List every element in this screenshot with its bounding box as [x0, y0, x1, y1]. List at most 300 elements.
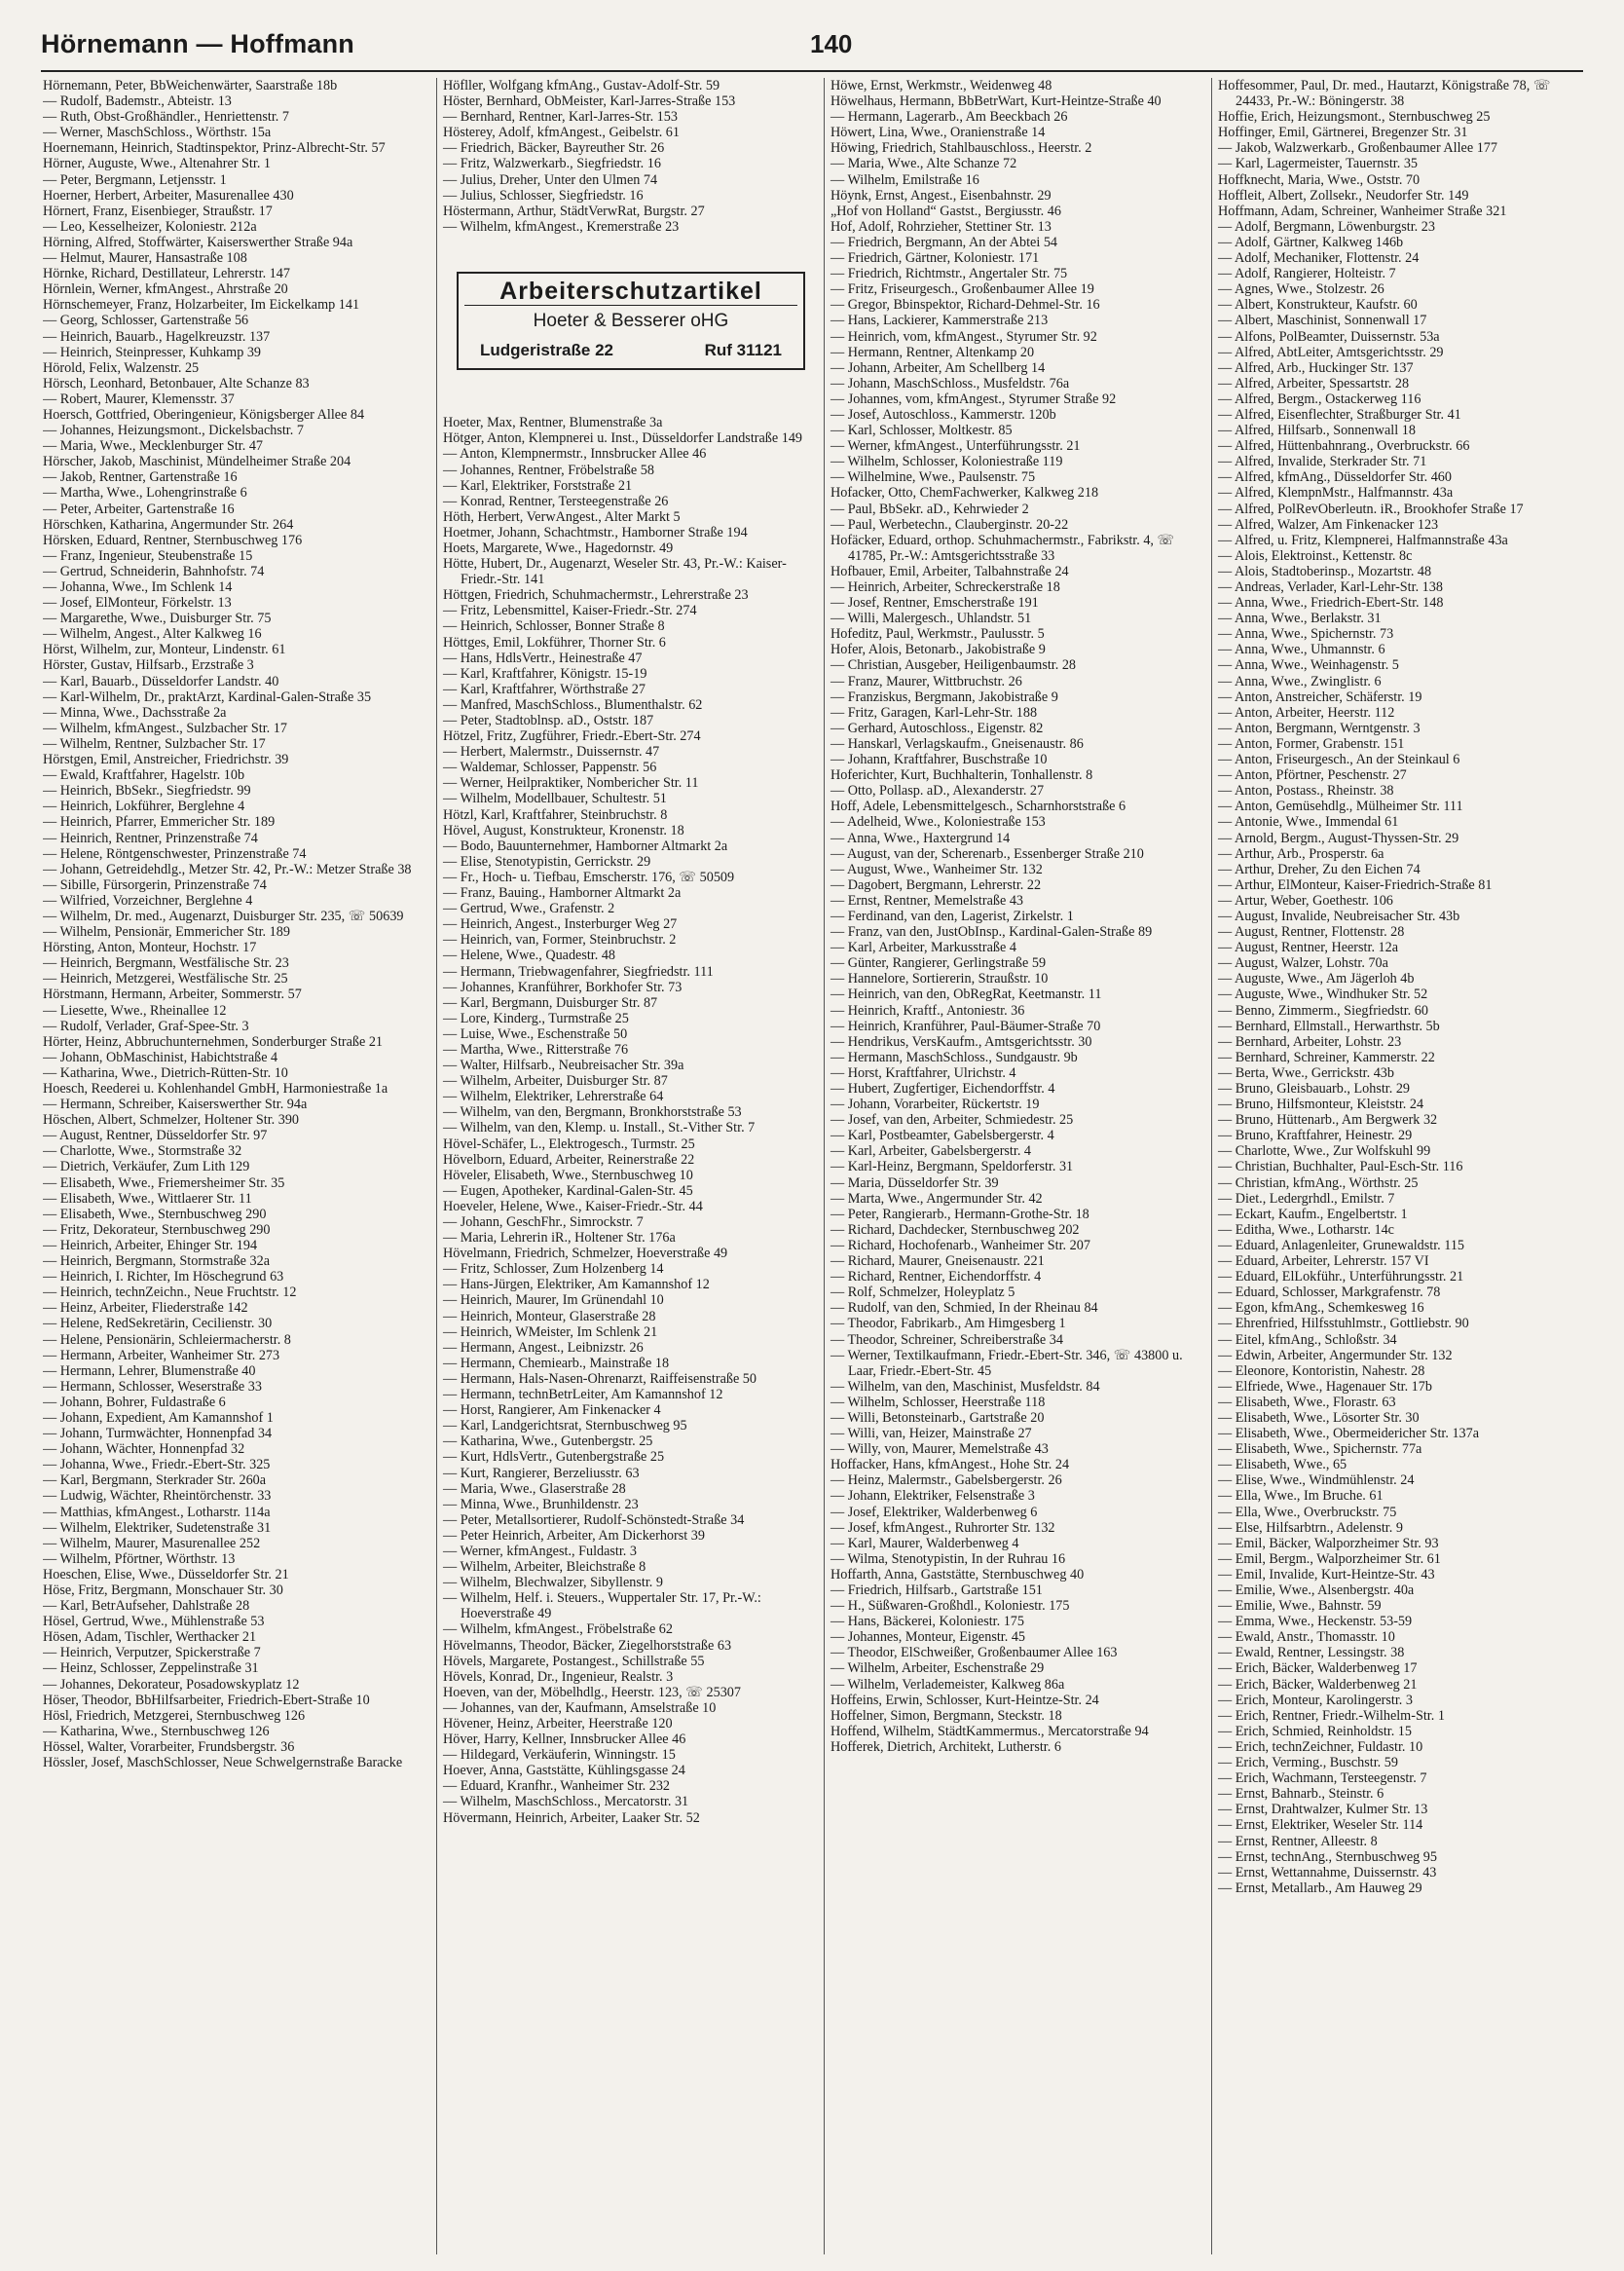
- directory-entry: — Karl, Lagermeister, Tauernstr. 35: [1218, 156, 1419, 172]
- directory-entry: — Theodor, Fabrikarb., Am Himgesberg 1: [830, 1316, 1066, 1332]
- directory-entry: — Hans, HdlsVertr., Heinestraße 47: [443, 650, 643, 666]
- directory-entry: — Wilhelm, van den, Maschinist, Musfeldstr. 84: [830, 1378, 1100, 1395]
- directory-entry: — Hermann, technBetrLeiter, Am Kamannshof 12: [443, 1387, 723, 1403]
- directory-entry: — Christian, kfmAng., Wörthstr. 25: [1218, 1174, 1419, 1191]
- directory-entry: — August, Rentner, Heerstr. 12a: [1218, 940, 1399, 956]
- directory-entry: Hötzl, Karl, Kraftfahrer, Steinbruchstr. 8: [443, 806, 668, 823]
- directory-entry: — Bruno, Hüttenarb., Am Bergwerk 32: [1218, 1112, 1438, 1129]
- directory-entry: — Werner, kfmAngest., Fuldastr. 3: [443, 1543, 637, 1559]
- directory-entry: — Rudolf, van den, Schmied, In der Rheinau 84: [830, 1300, 1098, 1317]
- directory-entry: Hoever, Anna, Gaststätte, Kühlingsgasse 24: [443, 1763, 685, 1779]
- directory-entry: — Georg, Schlosser, Gartenstraße 56: [43, 313, 249, 329]
- directory-entry: — Maria, Lehrerin iR., Holtener Str. 176a: [443, 1230, 676, 1247]
- directory-entry: — Auguste, Wwe., Windhuker Str. 52: [1218, 987, 1428, 1003]
- directory-entry: — Johann, Bohrer, Fuldastraße 6: [43, 1394, 226, 1410]
- directory-entry: — Karl, Bauarb., Düsseldorfer Landstr. 40: [43, 673, 279, 689]
- directory-entry: — H., Süßwaren-Großhdl., Koloniestr. 175: [830, 1598, 1070, 1615]
- directory-entry: — Josef, ElMonteur, Förkelstr. 13: [43, 595, 232, 612]
- directory-entry: — Bruno, Hilfsmonteur, Kleiststr. 24: [1218, 1097, 1424, 1113]
- directory-entry: — Erich, Verming., Buschstr. 59: [1218, 1755, 1398, 1771]
- directory-entry: — Eleonore, Kontoristin, Nahestr. 28: [1218, 1362, 1425, 1379]
- directory-entry: — Hans, Bäckerei, Koloniestr. 175: [830, 1614, 1024, 1630]
- directory-entry: — Karl-Wilhelm, Dr., praktArzt, Kardinal-Galen-Straße 35: [43, 689, 372, 705]
- directory-entry: Hörsting, Anton, Monteur, Hochstr. 17: [43, 940, 257, 956]
- column-3: [824, 78, 1197, 2254]
- directory-entry: — Ernst, Metallarb., Am Hauweg 29: [1218, 1880, 1422, 1896]
- directory-entry: — Auguste, Wwe., Am Jägerloh 4b: [1218, 971, 1415, 987]
- directory-entry: — Hans-Jürgen, Elektriker, Am Kamannshof 12: [443, 1277, 710, 1293]
- directory-entry: — Anton, Pförtner, Peschenstr. 27: [1218, 767, 1407, 784]
- directory-entry: Höser, Theodor, BbHilfsarbeiter, Friedrich-Ebert-Straße 10: [43, 1692, 370, 1708]
- directory-entry: — Anton, Former, Grabenstr. 151: [1218, 735, 1405, 752]
- directory-entry: — Heinrich, Bergmann, Westfälische Str. 23: [43, 955, 289, 972]
- directory-entry: — Charlotte, Wwe., Zur Wolfskuhl 99: [1218, 1143, 1431, 1160]
- directory-entry: — Johannes, Heizungsmont., Dickelsbachstr. 7: [43, 423, 304, 439]
- directory-entry: Hoffacker, Hans, kfmAngest., Hohe Str. 24: [830, 1457, 1070, 1473]
- directory-entry: — Adolf, Rangierer, Holteistr. 7: [1218, 266, 1396, 282]
- directory-entry: — Heinrich, Bergmann, Stormstraße 32a: [43, 1253, 270, 1270]
- directory-entry: — Heinrich, Maurer, Im Grünendahl 10: [443, 1292, 664, 1309]
- directory-entry: — Johann, Wächter, Honnenpfad 32: [43, 1441, 245, 1458]
- directory-entry: — Heinrich, Bauarb., Hagelkreuzstr. 137: [43, 328, 271, 345]
- directory-entry: — Heinrich, BbSekr., Siegfriedstr. 99: [43, 783, 251, 800]
- directory-entry: — Arthur, Arb., Prosperstr. 6a: [1218, 845, 1384, 862]
- directory-entry: Hoets, Margarete, Wwe., Hagedornstr. 49: [443, 540, 674, 556]
- directory-entry: Höynk, Ernst, Angest., Eisenbahnstr. 29: [830, 187, 1052, 204]
- directory-entry: — Arthur, Dreher, Zu den Eichen 74: [1218, 861, 1421, 877]
- directory-entry: — Friedrich, Bergmann, An der Abtei 54: [830, 234, 1058, 250]
- directory-entry: — Erich, Wachmann, Tersteegenstr. 7: [1218, 1770, 1427, 1787]
- directory-entry: — Anton, Postass., Rheinstr. 38: [1218, 783, 1394, 800]
- directory-entry: — Julius, Dreher, Unter den Ulmen 74: [443, 171, 658, 188]
- directory-entry: — Elisabeth, Wwe., 65: [1218, 1457, 1347, 1473]
- directory-entry: — Bernhard, Ellmstall., Herwarthstr. 5b: [1218, 1018, 1440, 1034]
- directory-entry: Hofäcker, Eduard, orthop. Schuhmachermstr., Fabrikstr. 4, ☏ 41785, Pr.-W.: Amtsgerichtsstraße 33: [830, 532, 1175, 564]
- directory-entry: Hösl, Friedrich, Metzgerei, Sternbuschweg 126: [43, 1707, 306, 1724]
- directory-entry: Höwert, Lina, Wwe., Oranienstraße 14: [830, 125, 1046, 141]
- directory-entry: — Heinrich, Monteur, Glaserstraße 28: [443, 1308, 656, 1324]
- directory-entry: — Wilma, Stenotypistin, In der Ruhrau 16: [830, 1550, 1066, 1567]
- directory-entry: — Jakob, Rentner, Gartenstraße 16: [43, 469, 238, 486]
- directory-entry: — Anton, Gemüsehdlg., Mülheimer Str. 111: [1218, 799, 1463, 815]
- directory-entry: — Ewald, Kraftfahrer, Hagelstr. 10b: [43, 767, 245, 784]
- directory-columns: [43, 78, 1591, 2254]
- directory-entry: Hövelmanns, Theodor, Bäcker, Ziegelhorststraße 63: [443, 1637, 732, 1654]
- directory-entry: — Hanskarl, Verlagskaufm., Gneisenaustr. 86: [830, 735, 1084, 752]
- directory-entry: — Christian, Ausgeber, Heiligenbaumstr. 28: [830, 657, 1077, 674]
- directory-entry: — Karl, Kraftfahrer, Wörthstraße 27: [443, 681, 646, 697]
- directory-entry: — Johann, Expedient, Am Kamannshof 1: [43, 1409, 274, 1426]
- directory-entry: — Erich, technZeichner, Fuldastr. 10: [1218, 1738, 1423, 1755]
- directory-entry: Hörsch, Leonhard, Betonbauer, Alte Schanze 83: [43, 375, 310, 391]
- directory-entry: — Fritz, Friseurgesch., Großenbaumer Allee 19: [830, 281, 1094, 298]
- directory-entry: — Johanna, Wwe., Im Schlenk 14: [43, 579, 233, 595]
- directory-entry: — Katharina, Wwe., Sternbuschweg 126: [43, 1723, 270, 1739]
- directory-entry: — Emil, Invalide, Kurt-Heintze-Str. 43: [1218, 1566, 1435, 1582]
- directory-entry: — Alfred, Eisenflechter, Straßburger Str. 41: [1218, 406, 1461, 423]
- directory-entry: Hövelborn, Eduard, Arbeiter, Reinerstraße 22: [443, 1151, 695, 1168]
- directory-entry: — Heinrich, Arbeiter, Schreckerstraße 18: [830, 579, 1060, 595]
- directory-entry: — Heinrich, Pfarrer, Emmericher Str. 189: [43, 814, 276, 831]
- directory-entry: — Rudolf, Bademstr., Abteistr. 13: [43, 93, 232, 110]
- directory-entry: — Helene, Pensionärin, Schleiermacherstr. 8: [43, 1331, 291, 1348]
- directory-entry: — Werner, kfmAngest., Unterführungsstr. 21: [830, 438, 1081, 455]
- directory-entry: Hoetmer, Johann, Schachtmstr., Hamborner Straße 194: [443, 524, 748, 540]
- directory-entry: — Johannes, Monteur, Eigenstr. 45: [830, 1629, 1026, 1646]
- directory-entry: — Waldemar, Schlosser, Pappenstr. 56: [443, 760, 657, 776]
- directory-entry: — Eduard, ElLokführ., Unterführungsstr. 21: [1218, 1269, 1464, 1285]
- directory-entry: — Emilie, Wwe., Alsenbergstr. 40a: [1218, 1582, 1415, 1598]
- directory-entry: Höwelhaus, Hermann, BbBetrWart, Kurt-Heintze-Straße 40: [830, 93, 1162, 110]
- directory-entry: — Karl, Bergmann, Duisburger Str. 87: [443, 994, 658, 1011]
- directory-entry: — Heinrich, WMeister, Im Schlenk 21: [443, 1323, 658, 1340]
- directory-entry: — Anton, Arbeiter, Heerstr. 112: [1218, 704, 1395, 721]
- directory-entry: — Friedrich, Bäcker, Bayreuther Str. 26: [443, 140, 665, 157]
- directory-entry: — Wilhelm, Arbeiter, Duisburger Str. 87: [443, 1073, 668, 1090]
- directory-entry: Hössler, Josef, MaschSchlosser, Neue Schwelgernstraße Baracke: [43, 1755, 403, 1771]
- directory-entry: — Adolf, Bergmann, Löwenburgstr. 23: [1218, 218, 1435, 235]
- directory-entry: — Konrad, Rentner, Tersteegenstraße 26: [443, 493, 669, 509]
- directory-entry: — Eckart, Kaufm., Engelbertstr. 1: [1218, 1206, 1408, 1222]
- directory-entry: — Heinrich, Lokführer, Berglehne 4: [43, 799, 245, 815]
- directory-entry: — Wilhelm, Rentner, Sulzbacher Str. 17: [43, 735, 266, 752]
- directory-entry: — Heinrich, Kraftf., Antoniestr. 36: [830, 1002, 1025, 1019]
- directory-entry: — Marta, Wwe., Angermunder Str. 42: [830, 1190, 1043, 1207]
- directory-entry: Hofeditz, Paul, Werkmstr., Paulusstr. 5: [830, 626, 1045, 643]
- directory-entry: — Richard, Maurer, Gneisenaustr. 221: [830, 1253, 1045, 1270]
- directory-entry: Hoerner, Herbert, Arbeiter, Masurenallee 430: [43, 187, 294, 204]
- directory-entry: — Hermann, Angest., Leibnizstr. 26: [443, 1339, 644, 1356]
- column-4: [1211, 78, 1590, 2254]
- directory-entry: — Elisabeth, Wwe., Lösorter Str. 30: [1218, 1409, 1420, 1426]
- directory-entry: — Hermann, Hals-Nasen-Ohrenarzt, Raiffeisenstraße 50: [443, 1370, 757, 1387]
- directory-entry: — Alfred, PolRevOberleutn. iR., Brookhofer Straße 17: [1218, 501, 1524, 517]
- directory-entry: — Anton, Anstreicher, Schäferstr. 19: [1218, 689, 1422, 705]
- directory-entry: — Editha, Wwe., Lotharstr. 14c: [1218, 1221, 1394, 1238]
- directory-entry: — Albert, Konstrukteur, Kaufstr. 60: [1218, 297, 1418, 314]
- directory-entry: Hoffesommer, Paul, Dr. med., Hautarzt, Königstraße 78, ☏ 24433, Pr.-W.: Böningerstr. 38: [1218, 78, 1551, 110]
- directory-entry: — Horst, Kraftfahrer, Ulrichstr. 4: [830, 1064, 1016, 1081]
- directory-entry: — Adolf, Mechaniker, Flottenstr. 24: [1218, 250, 1420, 267]
- directory-entry: — Johann, Elektriker, Felsenstraße 3: [830, 1488, 1035, 1505]
- directory-entry: — Johanna, Wwe., Friedr.-Ebert-Str. 325: [43, 1457, 271, 1473]
- directory-entry: — Emil, Bergm., Walporzheimer Str. 61: [1218, 1550, 1441, 1567]
- directory-entry: — Günter, Rangierer, Gerlingstraße 59: [830, 955, 1047, 972]
- directory-entry: — Johann, GeschFhr., Simrockstr. 7: [443, 1214, 644, 1230]
- header-rule: [41, 70, 1583, 72]
- directory-entry: — Elise, Wwe., Windmühlenstr. 24: [1218, 1472, 1415, 1489]
- directory-entry: Höwing, Friedrich, Stahlbauschloss., Heerstr. 2: [830, 140, 1092, 157]
- directory-entry: — Johann, Vorarbeiter, Rückertstr. 19: [830, 1097, 1040, 1113]
- directory-entry: — Alois, Elektroinst., Kettenstr. 8c: [1218, 547, 1413, 564]
- directory-entry: — Heinrich, van den, ObRegRat, Keetmanstr. 11: [830, 987, 1102, 1003]
- directory-entry: — Ella, Wwe., Im Bruche. 61: [1218, 1488, 1384, 1505]
- directory-entry: — Gregor, Bbinspektor, Richard-Dehmel-Str. 16: [830, 297, 1100, 314]
- directory-entry: Hövels, Margarete, Postangest., Schillstraße 55: [443, 1653, 705, 1669]
- directory-entry: — Johann, Arbeiter, Am Schellberg 14: [830, 359, 1046, 376]
- directory-entry: — Manfred, MaschSchloss., Blumenthalstr. 62: [443, 696, 703, 713]
- directory-entry: — Peter Heinrich, Arbeiter, Am Dickerhorst 39: [443, 1527, 705, 1544]
- directory-entry: — Elisabeth, Wwe., Sternbuschweg 290: [43, 1206, 267, 1222]
- directory-entry: — Wilhelm, Helf. i. Steuers., Wuppertaler Str. 17, Pr.-W.: Hoeverstraße 49: [443, 1590, 761, 1622]
- directory-entry: — Willi, van, Heizer, Mainstraße 27: [830, 1426, 1032, 1442]
- directory-entry: — Alfred, Arb., Huckinger Str. 137: [1218, 359, 1414, 376]
- directory-entry: — Alois, Stadtoberinsp., Mozartstr. 48: [1218, 563, 1432, 579]
- directory-entry: — Johann, Kraftfahrer, Buschstraße 10: [830, 752, 1048, 768]
- directory-entry: — Richard, Hochofenarb., Wanheimer Str. 207: [830, 1237, 1090, 1253]
- directory-entry: Hörnemann, Peter, BbWeichenwärter, Saarstraße 18b: [43, 78, 338, 93]
- directory-entry: — Hubert, Zugfertiger, Eichendorffstr. 4: [830, 1081, 1055, 1097]
- directory-entry: — Fr., Hoch- u. Tiefbau, Emscherstr. 176, ☏ 50509: [443, 869, 735, 885]
- directory-entry: — Eduard, Arbeiter, Lehrerstr. 157 VI: [1218, 1253, 1429, 1270]
- directory-entry: — Eugen, Apotheker, Kardinal-Galen-Str. 45: [443, 1182, 693, 1199]
- directory-entry: — Minna, Wwe., Brunhildenstr. 23: [443, 1496, 639, 1512]
- directory-entry: Hoffelner, Simon, Bergmann, Steckstr. 18: [830, 1707, 1062, 1724]
- directory-entry: Höth, Herbert, VerwAngest., Alter Markt 5: [443, 508, 681, 525]
- directory-entry: Hövermann, Heinrich, Arbeiter, Laaker Str. 52: [443, 1809, 700, 1826]
- directory-entry: — Eitel, kfmAng., Schloßstr. 34: [1218, 1331, 1397, 1348]
- directory-entry: — Bernhard, Arbeiter, Lohstr. 23: [1218, 1033, 1402, 1050]
- directory-entry: Hösel, Gertrud, Wwe., Mühlenstraße 53: [43, 1614, 265, 1630]
- directory-entry: — Anna, Wwe., Haxtergrund 14: [830, 830, 1011, 846]
- directory-entry: — Ernst, Elektriker, Weseler Str. 114: [1218, 1817, 1423, 1834]
- directory-entry: — Franz, Bauing., Hamborner Altmarkt 2a: [443, 885, 682, 902]
- directory-entry: — Margarethe, Wwe., Duisburger Str. 75: [43, 611, 272, 627]
- directory-entry: — Hermann, Schreiber, Kaiserswerther Str. 94a: [43, 1097, 308, 1113]
- directory-entry: — Lore, Kinderg., Turmstraße 25: [443, 1010, 629, 1026]
- directory-entry: Hoferichter, Kurt, Buchhalterin, Tonhallenstr. 8: [830, 767, 1093, 784]
- directory-entry: — Franziskus, Bergmann, Jakobistraße 9: [830, 689, 1058, 705]
- directory-entry: — Heinrich, Kranführer, Paul-Bäumer-Straße 70: [830, 1018, 1101, 1034]
- directory-entry: — Heinz, Arbeiter, Fliederstraße 142: [43, 1300, 248, 1317]
- directory-entry: — Heinrich, Metzgerei, Westfälische Str. 25: [43, 971, 288, 987]
- directory-entry: — Wilhelm, Pensionär, Emmericher Str. 189: [43, 924, 290, 941]
- directory-entry: — Alfred, Bergm., Ostackerweg 116: [1218, 391, 1421, 407]
- directory-entry: — Maria, Wwe., Alte Schanze 72: [830, 156, 1017, 172]
- directory-entry: — Hermann, Schlosser, Weserstraße 33: [43, 1378, 262, 1395]
- directory-entry: Hoffend, Wilhelm, StädtKammermus., Mercatorstraße 94: [830, 1723, 1149, 1739]
- directory-entry: Hövel-Schäfer, L., Elektrogesch., Turmstr. 25: [443, 1136, 695, 1152]
- directory-entry: — Friedrich, Richtmstr., Angertaler Str. 75: [830, 266, 1068, 282]
- directory-entry: — Heinrich, technZeichn., Neue Fruchtstr. 12: [43, 1284, 297, 1301]
- directory-entry: Hörscher, Jakob, Maschinist, Mündelheimer Straße 204: [43, 454, 351, 470]
- directory-entry: — Karl, Arbeiter, Gabelsbergerstr. 4: [830, 1143, 1032, 1160]
- directory-entry: — Ludwig, Wächter, Rheintörchenstr. 33: [43, 1488, 272, 1505]
- directory-entry: — Herbert, Malermstr., Duissernstr. 47: [443, 744, 660, 761]
- directory-entry: Hoffie, Erich, Heizungsmont., Sternbuschweg 25: [1218, 109, 1491, 126]
- directory-entry: — Anna, Wwe., Spichernstr. 73: [1218, 626, 1394, 643]
- directory-entry: — Ernst, Wettannahme, Duissernstr. 43: [1218, 1864, 1437, 1880]
- directory-entry: Hoffmann, Adam, Schreiner, Wanheimer Straße 321: [1218, 203, 1507, 219]
- directory-entry: — Johannes, vom, kfmAngest., Styrumer Straße 92: [830, 391, 1117, 407]
- directory-entry: Hörnschemeyer, Franz, Holzarbeiter, Im Eickelkamp 141: [43, 297, 360, 314]
- directory-entry: — Horst, Rangierer, Am Finkenacker 4: [443, 1402, 661, 1419]
- directory-entry: — Johannes, Dekorateur, Posadowskyplatz 12: [43, 1676, 300, 1693]
- directory-entry: — Paul, Werbetechn., Clauberginstr. 20-22: [830, 516, 1069, 533]
- directory-entry: Hörning, Alfred, Stoffwärter, Kaiserswerther Straße 94a: [43, 234, 353, 250]
- directory-entry: — Charlotte, Wwe., Stormstraße 32: [43, 1143, 242, 1160]
- directory-entry: — Gerhard, Autoschloss., Eigenstr. 82: [830, 720, 1044, 736]
- directory-entry: — Elisabeth, Wwe., Spichernstr. 77a: [1218, 1441, 1422, 1458]
- directory-entry: Hörter, Heinz, Abbruchunternehmen, Sonderburger Straße 21: [43, 1033, 384, 1050]
- directory-entry: — Erich, Bäcker, Walderbenweg 17: [1218, 1660, 1418, 1677]
- directory-entry: — Wilhelm, Arbeiter, Eschenstraße 29: [830, 1660, 1045, 1677]
- directory-entry: — Julius, Schlosser, Siegfriedstr. 16: [443, 187, 644, 204]
- directory-entry: — Berta, Wwe., Gerrickstr. 43b: [1218, 1064, 1394, 1081]
- directory-entry: — Karl, Bergmann, Sterkrader Str. 260a: [43, 1472, 267, 1489]
- directory-entry: — Heinz, Malermstr., Gabelsbergerstr. 26: [830, 1472, 1062, 1489]
- directory-entry: — Walter, Hilfsarb., Neubreisacher Str. 39a: [443, 1058, 684, 1074]
- directory-entry: — Franz, van den, JustObInsp., Kardinal-Galen-Straße 89: [830, 924, 1153, 941]
- directory-entry: Hövel, August, Konstrukteur, Kronenstr. 18: [443, 822, 684, 838]
- directory-entry: — Eduard, Anlagenleiter, Grunewaldstr. 115: [1218, 1237, 1465, 1253]
- directory-entry: Hof, Adolf, Rohrzieher, Stettiner Str. 13: [830, 218, 1052, 235]
- directory-entry: — Otto, Pollasp. aD., Alexanderstr. 27: [830, 783, 1045, 800]
- ad-contact: [464, 343, 797, 358]
- directory-entry: — Karl, BetrAufseher, Dahlstraße 28: [43, 1598, 250, 1615]
- directory-entry: — Anton, Klempnermstr., Innsbrucker Allee 46: [443, 446, 707, 463]
- directory-entry: Hoff, Adele, Lebensmittelgesch., Scharnhorststraße 6: [830, 799, 1126, 815]
- directory-entry: — Emilie, Wwe., Bahnstr. 59: [1218, 1598, 1382, 1615]
- directory-entry: — Elisabeth, Wwe., Wittlaerer Str. 11: [43, 1190, 252, 1207]
- directory-entry: — Werner, MaschSchloss., Wörthstr. 15a: [43, 125, 272, 141]
- directory-entry: — Johann, ObMaschinist, Habichtstraße 4: [43, 1049, 278, 1065]
- directory-entry: — Erich, Monteur, Karolingerstr. 3: [1218, 1692, 1413, 1708]
- directory-entry: Hörstgen, Emil, Anstreicher, Friedrichstr. 39: [43, 752, 289, 768]
- directory-entry: — Antonie, Wwe., Immendal 61: [1218, 814, 1399, 831]
- directory-entry: Höver, Harry, Kellner, Innsbrucker Allee 46: [443, 1731, 686, 1748]
- directory-entry: — Bruno, Kraftfahrer, Heinestr. 29: [1218, 1128, 1413, 1144]
- directory-entry: — Wilhelm, Dr. med., Augenarzt, Duisburger Str. 235, ☏ 50639: [43, 908, 404, 924]
- directory-entry: — Fritz, Garagen, Karl-Lehr-Str. 188: [830, 704, 1038, 721]
- directory-entry: — Helene, RedSekretärin, Cecilienstr. 30: [43, 1316, 273, 1332]
- directory-entry: Hötzel, Fritz, Zugführer, Friedr.-Ebert-Str. 274: [443, 728, 701, 745]
- directory-entry: — Richard, Rentner, Eichendorffstr. 4: [830, 1269, 1042, 1285]
- directory-entry: — Paul, BbSekr. aD., Kehrwieder 2: [830, 501, 1029, 517]
- directory-entry: — Emma, Wwe., Heckenstr. 53-59: [1218, 1614, 1413, 1630]
- directory-entry: — Wilhelm, van den, Klemp. u. Install., St.-Vither Str. 7: [443, 1120, 756, 1136]
- directory-entry: — Ernst, Rentner, Alleestr. 8: [1218, 1833, 1378, 1849]
- directory-entry: — Sibille, Fürsorgerin, Prinzenstraße 74: [43, 876, 267, 893]
- directory-entry: — Werner, Heilpraktiker, Nombericher Str. 11: [443, 775, 699, 792]
- directory-entry: — Josef, Rentner, Emscherstraße 191: [830, 595, 1039, 612]
- directory-entry: — Hermann, Triebwagenfahrer, Siegfriedstr. 111: [443, 963, 714, 980]
- directory-entry: — Heinz, Schlosser, Zeppelinstraße 31: [43, 1660, 259, 1677]
- directory-entry: — Maria, Wwe., Glaserstraße 28: [443, 1480, 626, 1497]
- directory-entry: — Dietrich, Verkäufer, Zum Lith 129: [43, 1159, 250, 1175]
- directory-entry: — Karl, Elektriker, Forststraße 21: [443, 477, 633, 494]
- directory-entry: — Karl-Heinz, Bergmann, Speldorferstr. 31: [830, 1159, 1074, 1175]
- directory-entry: — Willi, Malergesch., Uhlandstr. 51: [830, 611, 1032, 627]
- directory-entry: — Anna, Wwe., Friedrich-Ebert-Str. 148: [1218, 595, 1444, 612]
- directory-entry: Hövels, Konrad, Dr., Ingenieur, Realstr. 3: [443, 1668, 674, 1685]
- directory-entry: — Johannes, van der, Kaufmann, Amselstraße 10: [443, 1699, 717, 1716]
- directory-entry: — Erich, Rentner, Friedr.-Wilhelm-Str. 1: [1218, 1707, 1445, 1724]
- directory-entry: — Ewald, Anstr., Thomasstr. 10: [1218, 1629, 1395, 1646]
- directory-entry: Hövelmann, Friedrich, Schmelzer, Hoeverstraße 49: [443, 1246, 728, 1262]
- directory-entry: Hofbauer, Emil, Arbeiter, Talbahnstraße 24: [830, 563, 1069, 579]
- directory-entry: Hoernemann, Heinrich, Stadtinspektor, Prinz-Albrecht-Str. 57: [43, 140, 386, 157]
- directory-entry: — Alfred, Invalide, Sterkrader Str. 71: [1218, 454, 1427, 470]
- directory-entry: — Johann, Getreidehdlg., Metzer Str. 42, Pr.-W.: Metzer Straße 38: [43, 861, 412, 877]
- directory-entry: — Maria, Wwe., Mecklenburger Str. 47: [43, 438, 264, 455]
- directory-entry: Hoffleit, Albert, Zollsekr., Neudorfer Str. 149: [1218, 187, 1469, 204]
- directory-entry: Hörst, Wilhelm, zur, Monteur, Lindenstr. 61: [43, 642, 286, 658]
- directory-entry: — Fritz, Dekorateur, Sternbuschweg 290: [43, 1221, 271, 1238]
- directory-entry: — Ernst, Drahtwalzer, Kulmer Str. 13: [1218, 1802, 1428, 1818]
- directory-entry: — Ernst, technAng., Sternbuschweg 95: [1218, 1848, 1437, 1865]
- directory-entry: — Franz, Ingenieur, Steubenstraße 15: [43, 547, 253, 564]
- directory-entry: — Erich, Bäcker, Walderbenweg 21: [1218, 1676, 1418, 1693]
- directory-entry: — Adelheid, Wwe., Koloniestraße 153: [830, 814, 1046, 831]
- directory-entry: — Johann, MaschSchloss., Musfeldstr. 76a: [830, 375, 1070, 391]
- directory-entry: — Kurt, HdlsVertr., Gutenbergstraße 25: [443, 1449, 665, 1466]
- directory-entry: — Wilhelm, kfmAngest., Kremerstraße 23: [443, 218, 680, 235]
- directory-entry: — Liesette, Wwe., Rheinallee 12: [43, 1002, 227, 1019]
- directory-entry: — Kurt, Rangierer, Berzeliusstr. 63: [443, 1465, 640, 1481]
- directory-entry: — Heinrich, Verputzer, Spickerstraße 7: [43, 1645, 261, 1661]
- directory-entry: Höster, Bernhard, ObMeister, Karl-Jarres-Straße 153: [443, 93, 736, 110]
- directory-entry: — Christian, Buchhalter, Paul-Esch-Str. 116: [1218, 1159, 1463, 1175]
- directory-entry: — Wilhelm, Schlosser, Heerstraße 118: [830, 1394, 1046, 1410]
- directory-entry: — Johannes, Rentner, Fröbelstraße 58: [443, 462, 654, 478]
- directory-entry: — Werner, Textilkaufmann, Friedr.-Ebert-Str. 346, ☏ 43800 u. Laar, Friedr.-Ebert-Str. 45: [830, 1347, 1183, 1379]
- directory-entry: — Anna, Wwe., Uhmannstr. 6: [1218, 642, 1385, 658]
- column-1: [43, 78, 413, 2254]
- directory-entry: Hörner, Auguste, Wwe., Altenahrer Str. 1: [43, 156, 272, 172]
- ad-street: Ludgeristraße 22: [480, 341, 613, 360]
- directory-entry: — Anton, Bergmann, Werntgenstr. 3: [1218, 720, 1421, 736]
- directory-entry: Hoersch, Gottfried, Oberingenieur, Königsberger Allee 84: [43, 406, 365, 423]
- directory-entry: — Theodor, ElSchweißer, Großenbaumer Allee 163: [830, 1645, 1118, 1661]
- directory-entry: Hörnert, Franz, Eisenbieger, Straußstr. 17: [43, 203, 273, 219]
- directory-entry: — Wilhelm, Elektriker, Lehrerstraße 64: [443, 1089, 664, 1105]
- directory-entry: — Hermann, Arbeiter, Wanheimer Str. 273: [43, 1347, 280, 1363]
- directory-entry: — Bodo, Bauunternehmer, Hamborner Altmarkt 2a: [443, 838, 728, 854]
- directory-entry: — Arthur, ElMonteur, Kaiser-Friedrich-Straße 81: [1218, 876, 1493, 893]
- directory-entry: — Johannes, Kranführer, Borkhofer Str. 73: [443, 979, 683, 995]
- running-title: Hörnemann — Hoffmann: [41, 29, 355, 58]
- directory-entry: — Richard, Dachdecker, Sternbuschweg 202: [830, 1221, 1080, 1238]
- directory-entry: — Gertrud, Schneiderin, Bahnhofstr. 74: [43, 563, 265, 579]
- directory-entry: — Fritz, Walzwerkarb., Siegfriedstr. 16: [443, 156, 661, 172]
- directory-entry: — Josef, Autoschloss., Kammerstr. 120b: [830, 406, 1056, 423]
- directory-entry: — Wilhelm, Elektriker, Sudetenstraße 31: [43, 1519, 272, 1536]
- directory-entry: — Rolf, Schmelzer, Holeyplatz 5: [830, 1284, 1015, 1301]
- directory-entry: — Hermann, Lehrer, Blumenstraße 40: [43, 1362, 256, 1379]
- directory-entry: — Bernhard, Rentner, Karl-Jarres-Str. 153: [443, 109, 678, 126]
- directory-entry: — Ewald, Rentner, Lessingstr. 38: [1218, 1645, 1405, 1661]
- page-number: 140: [810, 29, 853, 58]
- directory-entry: — Karl, Landgerichtsrat, Sternbuschweg 95: [443, 1418, 687, 1434]
- directory-entry: Höstermann, Arthur, StädtVerwRat, Burgstr. 27: [443, 203, 705, 219]
- directory-entry: — Wilhelm, Pförtner, Wörthstr. 13: [43, 1550, 236, 1567]
- directory-entry: — Alfred, kfmAng., Düsseldorfer Str. 460: [1218, 469, 1452, 486]
- directory-entry: — Karl, Kraftfahrer, Königstr. 15-19: [443, 665, 647, 682]
- directory-entry: — Heinrich, vom, kfmAngest., Styrumer Str. 92: [830, 328, 1097, 345]
- directory-entry: — Peter, Bergmann, Letjensstr. 1: [43, 171, 227, 188]
- directory-entry: — Karl, Maurer, Walderbenweg 4: [830, 1535, 1019, 1551]
- directory-entry: — Hermann, Chemiearb., Mainstraße 18: [443, 1355, 670, 1371]
- directory-entry: — Willi, Betonsteinarb., Gartstraße 20: [830, 1409, 1045, 1426]
- directory-entry: — Martha, Wwe., Lohengrinstraße 6: [43, 485, 247, 502]
- directory-entry: — Johann, Turmwächter, Honnenpfad 34: [43, 1426, 273, 1442]
- directory-entry: — Hannelore, Sortiererin, Straußstr. 10: [830, 971, 1049, 987]
- directory-entry: — Alfred, KlempnMstr., Halfmannstr. 43a: [1218, 485, 1454, 502]
- directory-entry: — Hermann, MaschSchloss., Sundgaustr. 9b: [830, 1049, 1078, 1065]
- directory-entry: — Josef, Elektriker, Walderbenweg 6: [830, 1504, 1038, 1520]
- directory-entry: — Ruth, Obst-Großhändler., Henriettenstr. 7: [43, 109, 289, 126]
